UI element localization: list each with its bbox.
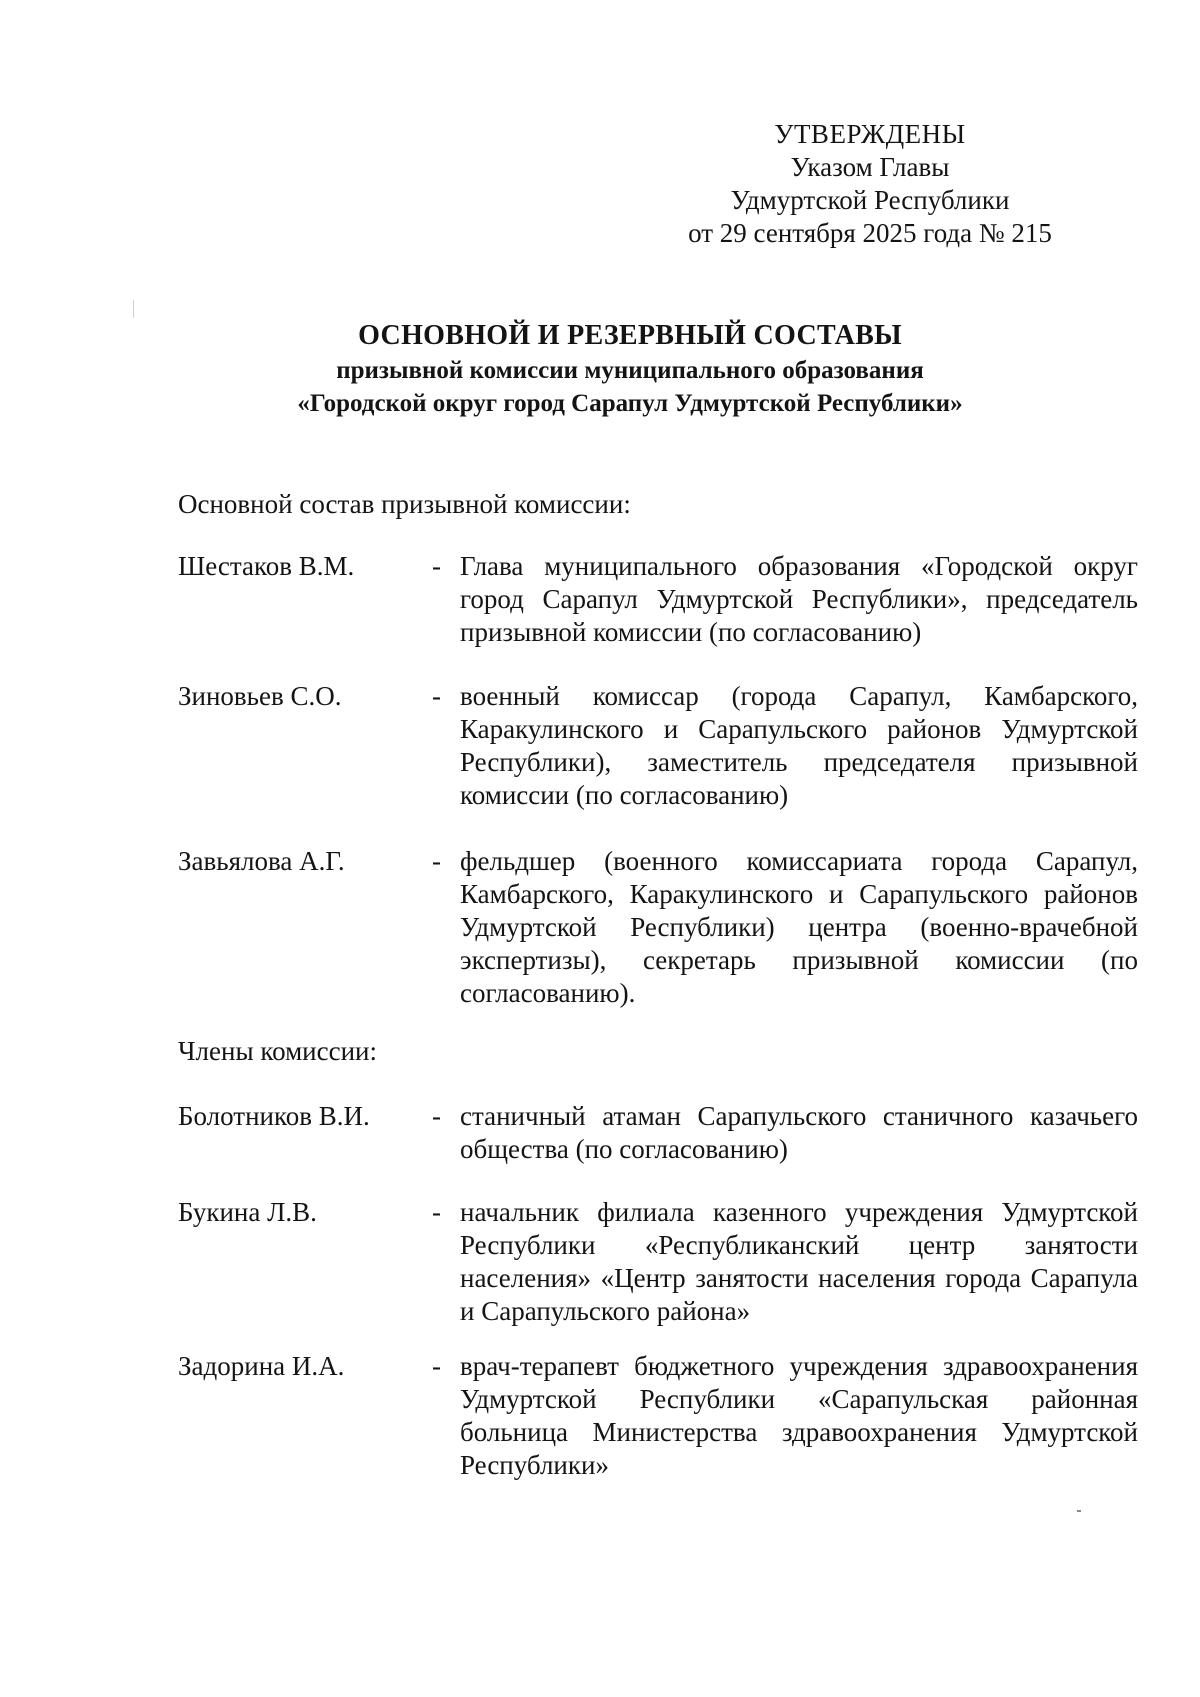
scan-artifact — [133, 300, 134, 318]
approval-status: УТВЕРЖДЕНЫ — [774, 119, 966, 149]
document-title — [200, 318, 1060, 420]
approval-authority: Удмуртской Республики — [730, 185, 1010, 215]
member-name: Болотников В.И. — [178, 1101, 370, 1131]
member-dash: - — [432, 551, 441, 581]
member-role: фельдшер (военного комиссариата города Сарапул, Камбарского, Каракулинского и Сарапульского районов Удмуртской Республики) центра (военно-врачебной экспертизы), секретарь призывной комиссии (по согласованию). — [460, 846, 1138, 1008]
member-name: Букина Л.В. — [178, 1197, 317, 1227]
member-name: Задорина И.А. — [178, 1351, 345, 1381]
member-role: военный комиссар (города Сарапул, Камбарского, Каракулинского и Сарапульского районов Удмуртской Республики), заместитель председателя призывной комиссии (по согласованию) — [460, 681, 1138, 810]
member-name: Зиновьев С.О. — [178, 681, 342, 711]
title-main: ОСНОВНОЙ И РЕЗЕРВНЫЙ СОСТАВЫ — [358, 320, 902, 351]
approval-stamp — [660, 118, 1080, 250]
member-role: начальник филиала казенного учреждения Удмуртской Республики «Республиканский центр занятости населения» «Центр занятости населения города Сарапула и Сарапульского района» — [460, 1197, 1138, 1326]
member-role: Глава муниципального образования «Городской округ город Сарапул Удмуртской Республики», председатель призывной комиссии (по согласованию) — [460, 551, 1138, 647]
member-dash: - — [432, 1197, 441, 1227]
approval-by: Указом Главы — [790, 152, 950, 182]
member-name: Завьялова А.Г. — [178, 846, 345, 876]
title-line-2: призывной комиссии муниципального образования — [336, 357, 924, 384]
member-name: Шестаков В.М. — [178, 551, 355, 581]
main-composition-heading: Основной состав призывной комиссии: — [178, 489, 631, 519]
commission-members-heading: Члены комиссии: — [178, 1036, 377, 1066]
member-role: врач-терапевт бюджетного учреждения здравоохранения Удмуртской Республики «Сарапульская районная больница Министерства здравоохранения Удмуртской Республики» — [460, 1351, 1138, 1480]
member-dash: - — [432, 1351, 441, 1381]
approval-date-number: от 29 сентября 2025 года № 215 — [688, 218, 1052, 248]
title-line-3: «Городской округ город Сарапул Удмуртской Республики» — [297, 390, 963, 417]
member-dash: - — [432, 1101, 441, 1131]
member-dash: - — [432, 846, 441, 876]
member-role: станичный атаман Сарапульского станичного казачьего общества (по согласованию) — [460, 1101, 1138, 1164]
member-dash: - — [432, 681, 441, 711]
scan-artifact — [1077, 1510, 1081, 1512]
